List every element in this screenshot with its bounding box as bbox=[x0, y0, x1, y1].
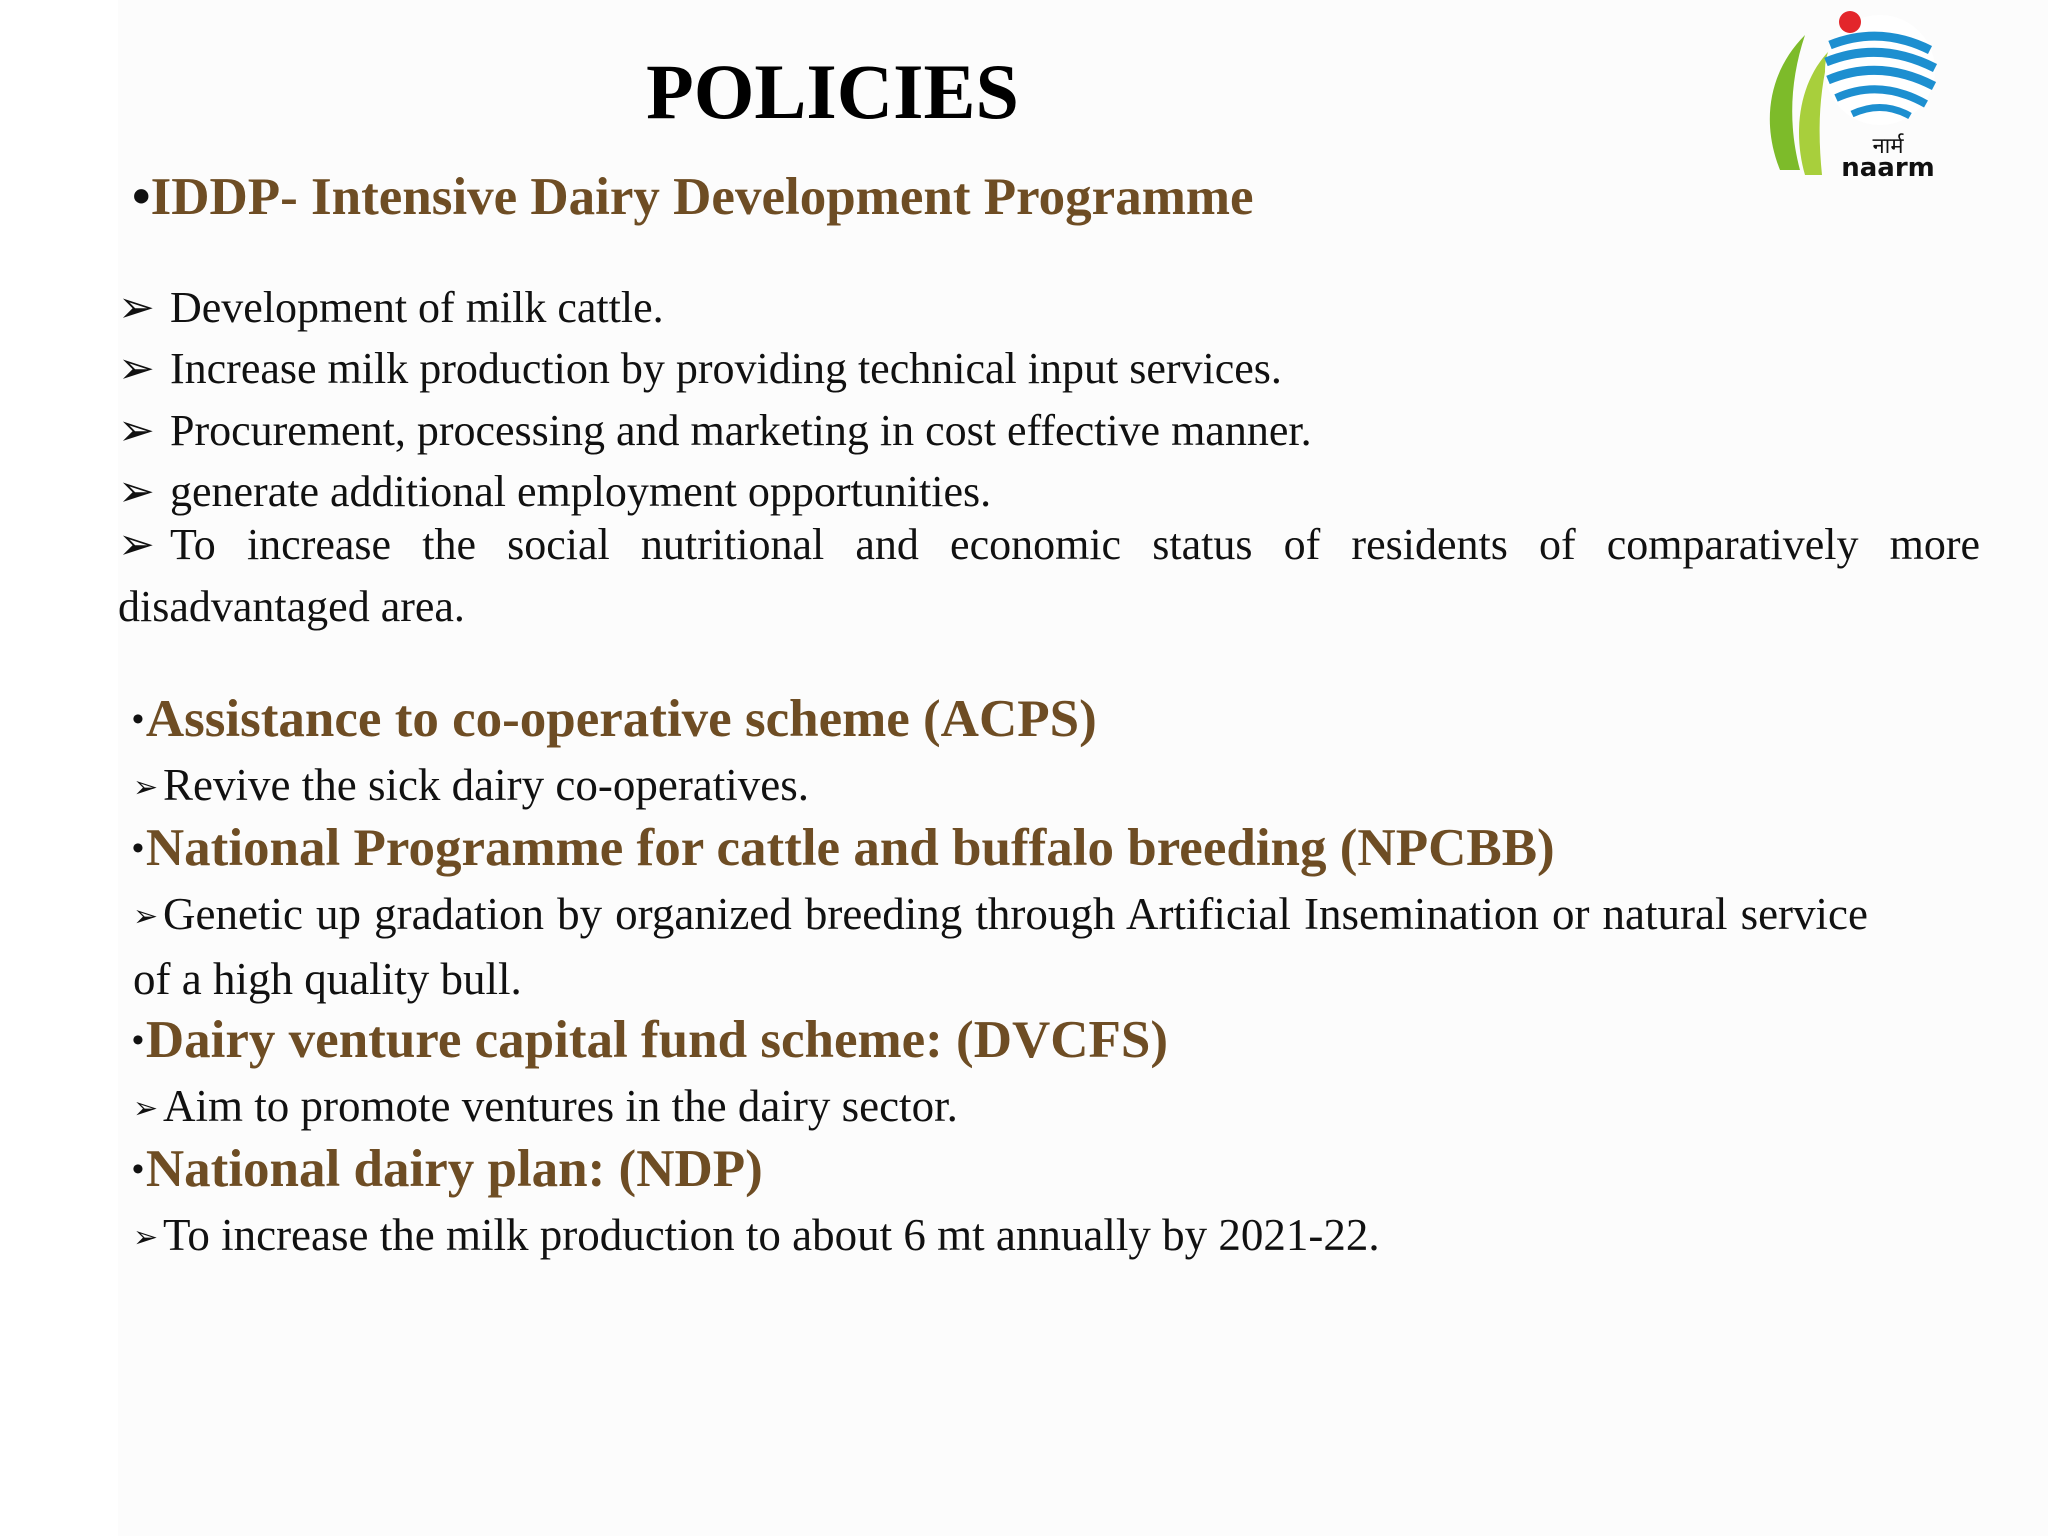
arrow-bullet-icon: ➢ bbox=[118, 283, 155, 332]
bullet-item: ➢ Increase milk production by providing technical input services. bbox=[118, 338, 1980, 400]
arrow-bullet-icon: ➢ bbox=[133, 771, 159, 804]
logo-hindi-text: नार्म bbox=[1872, 134, 1904, 159]
bullet-item: ➢ Genetic up gradation by organized breeding through Artificial Insemination or natural service of a high quality bull. bbox=[133, 883, 1868, 1010]
arrow-bullet-icon: ➢ bbox=[133, 1092, 159, 1125]
section-heading-npcbb: •National Programme for cattle and buffalo breeding (NPCBB) bbox=[132, 819, 1555, 877]
arrow-bullet-icon: ➢ bbox=[133, 1221, 159, 1254]
section-heading-acps: •Assistance to co-operative scheme (ACPS) bbox=[132, 690, 1097, 748]
section-heading-dvcfs: •Dairy venture capital fund scheme: (DVCFS) bbox=[132, 1011, 1169, 1069]
bullet-item: ➢ Development of milk cattle. bbox=[118, 277, 1980, 339]
bullet-item: ➢ To increase the milk production to about 6 mt annually by 2021-22. bbox=[133, 1204, 1868, 1269]
arrow-bullet-icon: ➢ bbox=[133, 900, 159, 933]
naarm-logo bbox=[1760, 0, 1950, 210]
arrow-bullet-icon: ➢ bbox=[118, 520, 155, 569]
arrow-bullet-icon: ➢ bbox=[118, 467, 155, 516]
bullet-item: ➢ To increase the social nutritional and economic status of residents of comparatively more disadvantaged area. bbox=[118, 514, 1980, 638]
bullet-item: ➢ generate additional employment opportunities. bbox=[118, 461, 1980, 523]
section-heading-ndp: •National dairy plan: (NDP) bbox=[132, 1140, 763, 1198]
page-title: POLICIES bbox=[646, 48, 1019, 135]
arrow-bullet-icon: ➢ bbox=[118, 406, 155, 455]
section-heading-iddp: •IDDP- Intensive Dairy Development Programme bbox=[132, 168, 1254, 226]
arrow-bullet-icon: ➢ bbox=[118, 344, 155, 393]
bullet-item: ➢ Revive the sick dairy co-operatives. bbox=[133, 754, 1868, 819]
naarm-logo-icon bbox=[1760, 0, 1950, 210]
bullet-item: ➢ Procurement, processing and marketing in cost effective manner. bbox=[118, 400, 1980, 462]
logo-brand-text: naarm bbox=[1841, 153, 1935, 183]
bullet-item: ➢ Aim to promote ventures in the dairy sector. bbox=[133, 1075, 1868, 1140]
